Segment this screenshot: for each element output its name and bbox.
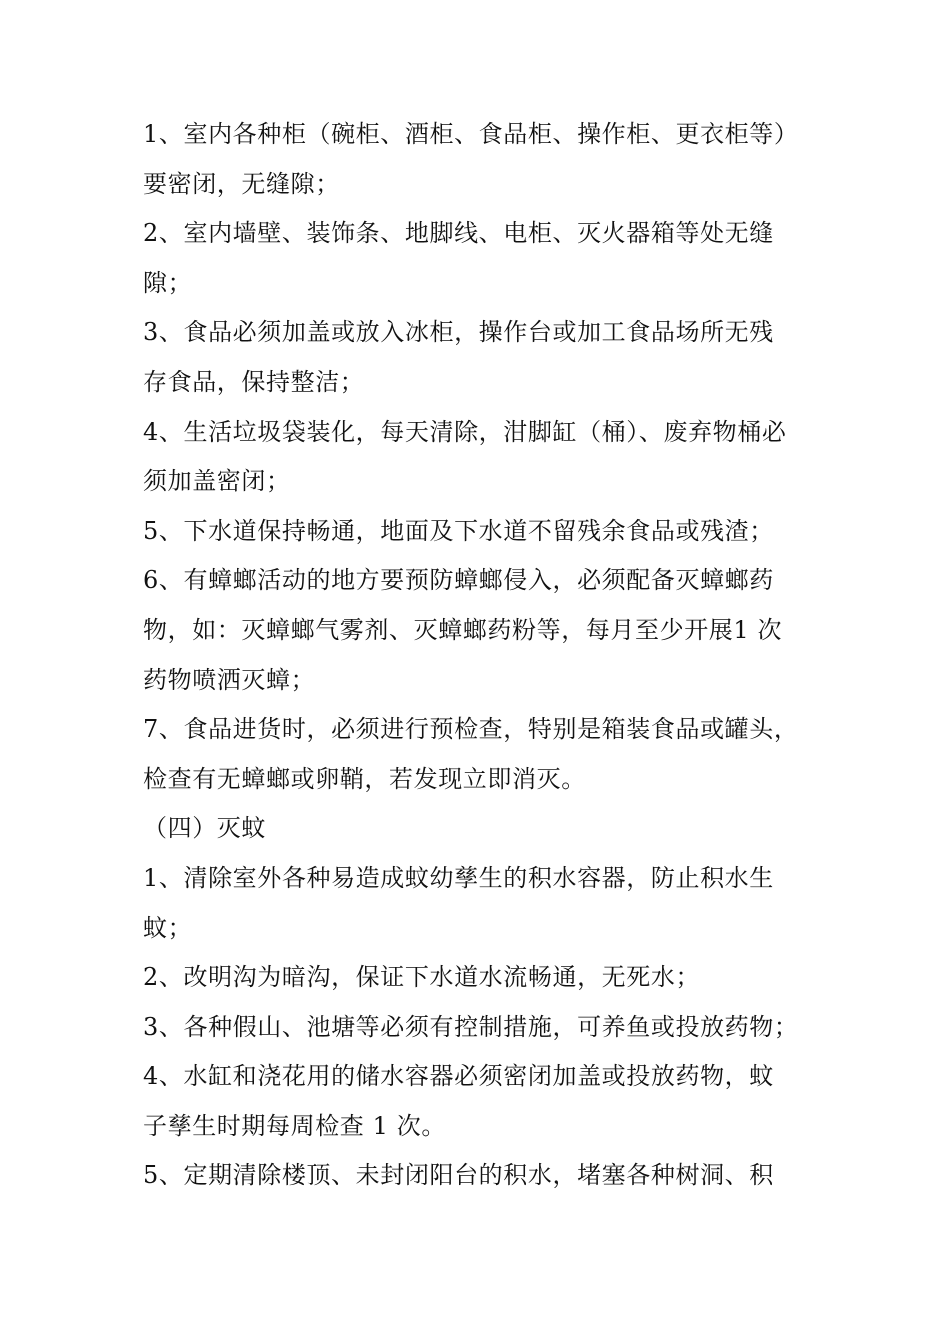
section-heading: （四）灭蚊	[143, 814, 266, 843]
text-line: 子孳生时期每周检查 1 次。	[143, 1111, 446, 1140]
text-line: 6、有蟑螂活动的地方要预防蟑螂侵入，必须配备灭蟑螂药	[143, 566, 774, 595]
text-line: 隙；	[143, 268, 193, 297]
text-line: 检查有无蟑螂或卵鞘，若发现立即消灭。	[143, 764, 586, 793]
text-line: 4、水缸和浇花用的储水容器必须密闭加盖或投放药物，蚊	[143, 1062, 774, 1091]
text-line: 药物喷洒灭蟑；	[143, 665, 316, 694]
text-line: 1、清除室外各种易造成蚊幼孳生的积水容器，防止积水生	[143, 863, 774, 892]
text-line: 5、下水道保持畅通，地面及下水道不留残余食品或残渣；	[143, 516, 774, 545]
text-line: 蚊；	[143, 913, 193, 942]
text-line: 存食品，保持整洁；	[143, 367, 365, 396]
text-line: 7、食品进货时，必须进行预检查，特别是箱装食品或罐头，	[143, 715, 799, 744]
text-line: 1、室内各种柜（碗柜、酒柜、食品柜、操作柜、更衣柜等）	[143, 120, 799, 148]
text-line: 4、生活垃圾袋装化，每天清除，泔脚缸（桶）、废弃物桶必	[143, 417, 787, 446]
text-line: 3、各种假山、池塘等必须有控制措施，可养鱼或投放药物；	[143, 1012, 799, 1041]
document-body	[143, 110, 823, 1201]
text-line: 要密闭，无缝隙；	[143, 169, 340, 198]
text-line: 物，如：灭蟑螂气雾剂、灭蟑螂药粉等，每月至少开展1 次	[143, 615, 783, 644]
text-line: 须加盖密闭；	[143, 467, 291, 496]
text-line: 5、定期清除楼顶、未封闭阳台的积水，堵塞各种树洞、积	[143, 1161, 774, 1190]
text-line: 2、室内墙壁、装饰条、地脚线、电柜、灭火器箱等处无缝	[143, 219, 774, 248]
text-line: 3、食品必须加盖或放入冰柜，操作台或加工食品场所无残	[143, 318, 774, 347]
text-line: 2、改明沟为暗沟，保证下水道水流畅通，无死水；	[143, 963, 701, 992]
